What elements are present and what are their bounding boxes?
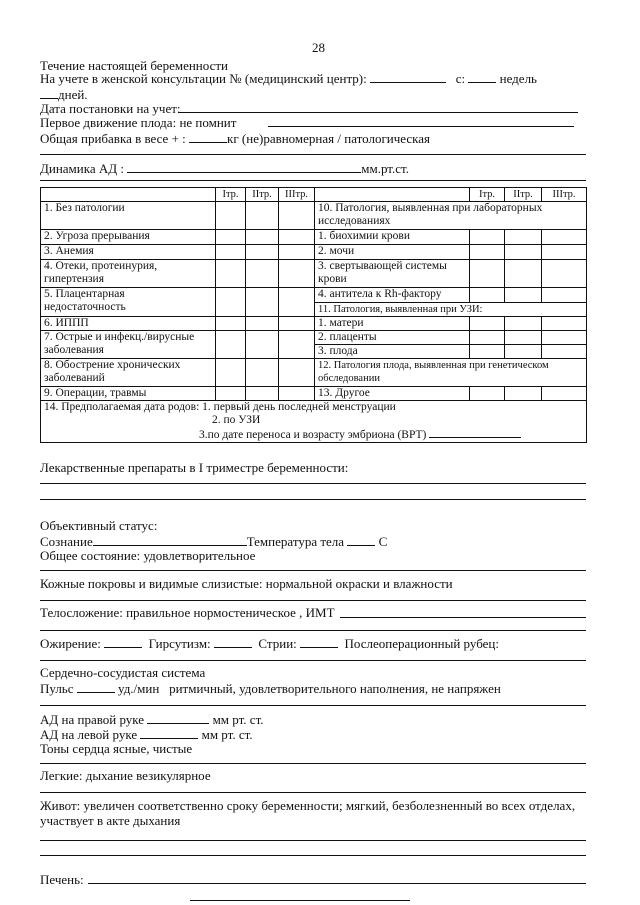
skin-state: Кожные покровы и видимые слизистые: нормальной окраски и влажности [40, 576, 453, 591]
check-cell[interactable] [542, 230, 587, 245]
due-date-field[interactable] [429, 427, 521, 438]
section-title: Течение настоящей беременности [40, 58, 228, 73]
registry-days-field[interactable] [40, 86, 58, 99]
check-cell[interactable] [246, 230, 279, 245]
check-cell[interactable] [216, 202, 246, 230]
bp-right-unit: мм рт. ст. [212, 712, 264, 727]
objective-title: Объективный статус: [40, 518, 158, 533]
row-threat-termination: 2. Угроза прерывания [41, 230, 216, 245]
striae-field[interactable] [300, 635, 338, 648]
row-mother: 1. матери [315, 317, 470, 331]
row-fetus: 3. плода [315, 345, 470, 359]
check-cell[interactable] [279, 317, 315, 331]
first-movement-field[interactable] [268, 126, 574, 127]
check-cell[interactable] [505, 288, 542, 303]
row-chronic: 8. Обострение хронических заболеваний [41, 359, 216, 387]
col-header-trimester-3: IIIтр. [279, 188, 315, 202]
check-cell[interactable] [505, 345, 542, 359]
row-blood-biochem: 1. биохимии крови [315, 230, 470, 245]
bmi-field[interactable] [340, 617, 586, 618]
check-cell[interactable] [216, 387, 246, 401]
lungs: Легкие: дыхание везикулярное [40, 768, 211, 783]
bp-left-unit: мм рт. ст. [201, 727, 253, 742]
registry-days-label: дней. [58, 87, 88, 102]
bp-right-field[interactable] [147, 711, 209, 724]
check-cell[interactable] [470, 331, 505, 345]
check-cell[interactable] [470, 288, 505, 303]
check-cell[interactable] [216, 317, 246, 331]
check-cell[interactable] [279, 245, 315, 260]
pulse-unit: уд./мин [118, 681, 160, 696]
abdomen-extra-line-2[interactable] [40, 855, 586, 856]
registry-weeks-field[interactable] [468, 70, 496, 83]
check-cell[interactable] [542, 245, 587, 260]
check-cell[interactable] [246, 317, 279, 331]
row-placenta: 2. плаценты [315, 331, 470, 345]
check-cell[interactable] [246, 260, 279, 288]
bottom-line [190, 900, 410, 901]
table-header-blank [41, 188, 216, 202]
build-line [40, 605, 335, 621]
check-cell[interactable] [505, 317, 542, 331]
first-movement-line [40, 115, 236, 131]
first-movement-value: не помнит [179, 115, 237, 130]
col-header-trimester-1: Iтр. [470, 188, 505, 202]
pulse-label: Пульс [40, 681, 74, 696]
row-stis: 6. ИППП [41, 317, 216, 331]
row-edema: 4. Отеки, протеинурия, гипертензия [41, 260, 216, 288]
row-lab-pathology: 10. Патология, выявленная при лабораторных исследованиях [315, 202, 587, 230]
abdomen-line-2: участвует в акте дыхания [40, 813, 181, 828]
check-cell[interactable] [505, 260, 542, 288]
check-cell[interactable] [246, 288, 279, 317]
striae-label: Стрии: [258, 636, 297, 651]
check-cell[interactable] [246, 202, 279, 230]
check-cell[interactable] [279, 202, 315, 230]
check-cell[interactable] [279, 230, 315, 245]
obesity-label: Ожирение: [40, 636, 101, 651]
check-cell[interactable] [505, 230, 542, 245]
col-header-trimester-2: IIтр. [246, 188, 279, 202]
liver-label: Печень: [40, 872, 84, 887]
check-cell[interactable] [470, 230, 505, 245]
table-header-blank [315, 188, 470, 202]
check-cell[interactable] [216, 331, 246, 359]
bp-dynamics-extra-line[interactable] [40, 180, 586, 181]
check-cell[interactable] [542, 288, 587, 303]
hirsutism-field[interactable] [214, 635, 252, 648]
skin-line[interactable] [40, 600, 586, 601]
col-header-trimester-3: IIIтр. [542, 188, 587, 202]
row-due-date: 14. Предполагаемая дата родов: 1. первый день последней менструации 2. по УЗИ 3.по дате переноса и возрасту эмбриона (ВРТ) [41, 401, 587, 443]
bp-dynamics-label: Динамика АД : [40, 161, 124, 176]
liver-field[interactable] [88, 883, 586, 884]
temperature-label: Температура тела [246, 534, 345, 549]
bp-right-label: АД на правой руке [40, 712, 145, 727]
row-urine: 2. мочи [315, 245, 470, 260]
check-cell[interactable] [470, 387, 505, 401]
row-placental: 5. Плацентарная недостаточность [41, 288, 216, 317]
row-other: 13. Другое [315, 387, 470, 401]
check-cell[interactable] [246, 387, 279, 401]
weight-gain-extra-line[interactable] [40, 154, 586, 155]
row-coagulation: 3. свертывающей системы крови [315, 260, 470, 288]
scar-label: Послеоперационный рубец: [344, 636, 499, 651]
build-extra-line[interactable] [40, 630, 586, 631]
consciousness-field[interactable] [93, 533, 247, 546]
obesity-field[interactable] [104, 635, 142, 648]
registry-s-label: с: [455, 71, 466, 86]
check-cell[interactable] [542, 387, 587, 401]
cardio-title: Сердечно-сосудистая система [40, 665, 206, 680]
bp-left-label: АД на левой руке [40, 727, 138, 742]
row-uzi-pathology: 11. Патология, выявленная при УЗИ: [315, 303, 587, 317]
check-cell[interactable] [216, 245, 246, 260]
check-cell[interactable] [470, 260, 505, 288]
lungs-extra-line[interactable] [40, 792, 586, 793]
pulse-extra-line[interactable] [40, 705, 586, 706]
bp-left-field[interactable] [140, 726, 198, 739]
bp-dynamics-field[interactable] [127, 160, 361, 173]
skin-extras-line-2[interactable] [40, 660, 586, 661]
row-genetic: 12. Патология плода, выявленная при генетическом обследовании [315, 359, 587, 387]
abdomen-line-1: Живот: увеличен соответственно сроку беременности; мягкий, безболезненный во всех отделах, [40, 798, 576, 813]
check-cell[interactable] [470, 345, 505, 359]
general-state: Общее состояние: удовлетворительное [40, 548, 256, 563]
check-cell[interactable] [279, 359, 315, 387]
drugs-label: Лекарственные препараты в I триместре беременности: [40, 460, 349, 475]
drugs-line-2[interactable] [40, 499, 586, 500]
check-cell[interactable] [470, 245, 505, 260]
pathology-table [40, 187, 587, 443]
registry-number-field[interactable] [370, 70, 446, 83]
row-surgery: 9. Операции, травмы [41, 387, 216, 401]
check-cell[interactable] [279, 260, 315, 288]
pulse-line [40, 680, 501, 697]
row-rh-antibodies: 4. антитела к Rh-фактору [315, 288, 470, 303]
check-cell[interactable] [216, 230, 246, 245]
reg-date-label: Дата постановки на учет: [40, 101, 181, 116]
general-state-line[interactable] [40, 570, 586, 571]
registry-line [40, 70, 537, 87]
check-cell[interactable] [216, 288, 246, 317]
registry-weeks-label: недель [499, 71, 537, 86]
hirsutism-label: Гирсутизм: [148, 636, 211, 651]
check-cell[interactable] [246, 245, 279, 260]
weight-gain-field[interactable] [189, 130, 227, 143]
check-cell[interactable] [542, 345, 587, 359]
check-cell[interactable] [279, 288, 315, 317]
weight-gain-label: Общая прибавка в весе + : [40, 131, 186, 146]
build-label: Телосложение: правильное нормостеническое , ИМТ [40, 605, 335, 620]
check-cell[interactable] [542, 317, 587, 331]
check-cell[interactable] [470, 317, 505, 331]
row-no-pathology: 1. Без патологии [41, 202, 216, 230]
bp-dynamics-line [40, 160, 409, 177]
check-cell[interactable] [505, 331, 542, 345]
check-cell[interactable] [542, 331, 587, 345]
weight-gain-line [40, 130, 430, 147]
reg-date-field[interactable] [178, 112, 578, 113]
page-number: 28 [312, 40, 325, 55]
check-cell[interactable] [505, 387, 542, 401]
heart-extra-line[interactable] [40, 763, 586, 764]
drugs-line-1[interactable] [40, 483, 586, 484]
first-movement-label: Первое движение плода: [40, 115, 177, 130]
pulse-field[interactable] [77, 680, 115, 693]
skin-extras-line [40, 635, 499, 652]
check-cell[interactable] [505, 245, 542, 260]
check-cell[interactable] [279, 331, 315, 359]
col-header-trimester-1: Iтр. [216, 188, 246, 202]
check-cell[interactable] [279, 387, 315, 401]
check-cell[interactable] [246, 359, 279, 387]
check-cell[interactable] [542, 260, 587, 288]
check-cell[interactable] [216, 260, 246, 288]
temperature-field[interactable] [347, 533, 375, 546]
registry-label: На учете в женской консультации № (медицинский центр): [40, 71, 367, 86]
pulse-desc: ритмичный, удовлетворительного наполнения, не напряжен [169, 681, 501, 696]
abdomen-extra-line-1[interactable] [40, 840, 586, 841]
consciousness-label: Сознание [40, 534, 93, 549]
row-anemia: 3. Анемия [41, 245, 216, 260]
weight-gain-suffix: кг (не)равномерная / патологическая [227, 131, 431, 146]
check-cell[interactable] [216, 359, 246, 387]
temperature-unit: С [378, 534, 388, 549]
col-header-trimester-2: IIтр. [505, 188, 542, 202]
row-acute-infections: 7. Острые и инфекц./вирусные заболевания [41, 331, 216, 359]
bp-dynamics-unit: мм.рт.ст. [361, 161, 409, 176]
check-cell[interactable] [246, 331, 279, 359]
heart-tones: Тоны сердца ясные, чистые [40, 741, 193, 756]
